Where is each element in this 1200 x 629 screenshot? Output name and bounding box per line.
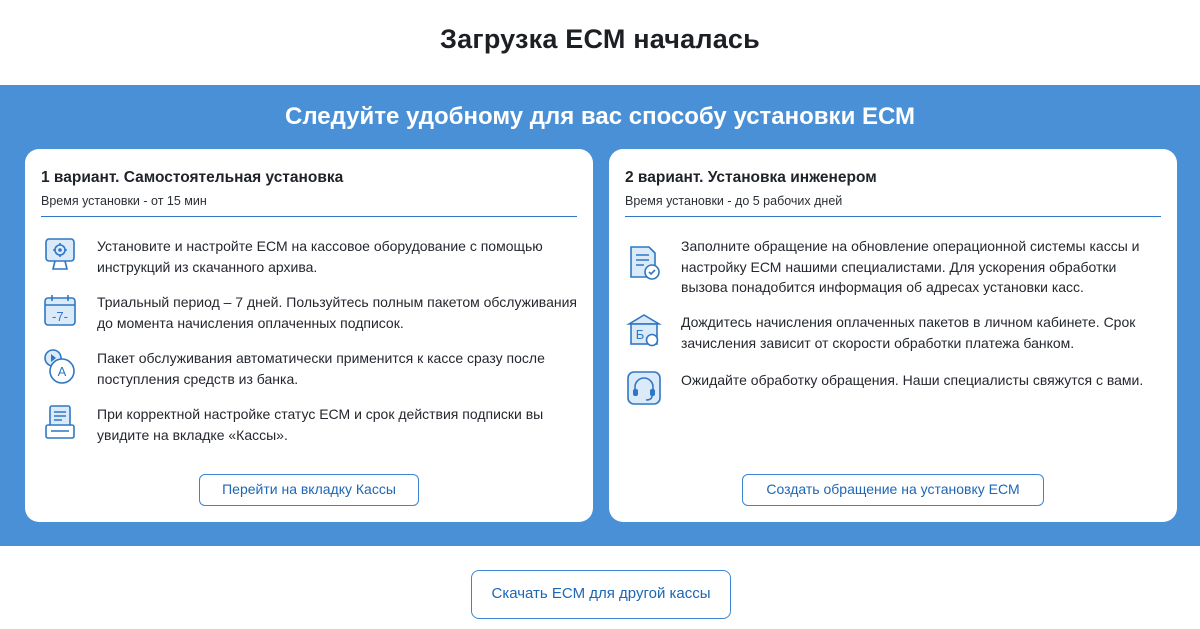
- headset-icon: [625, 369, 665, 409]
- step-text: Заполните обращение на обновление операционной системы кассы и настройку ЕСМ нашими специалистами. Для ускорения обработки вызова понадобится информация об адресах установки касс.: [681, 238, 1140, 295]
- svg-text:-7-: -7-: [52, 309, 68, 324]
- document-check-icon: [625, 243, 665, 283]
- step-text: Пакет обслуживания автоматически применится к кассе сразу после поступления средств из банка.: [97, 350, 545, 387]
- step-text: Триальный период – 7 дней. Пользуйтесь полным пакетом обслуживания до момента начисления оплаченных подписок.: [97, 294, 578, 331]
- step-text: Дождитесь начисления оплаченных пакетов в личном кабинете. Срок зачисления зависит от скорости обработки платежа банком.: [681, 314, 1136, 351]
- engineer-install-card: [609, 149, 1177, 522]
- bank-icon: [625, 311, 665, 351]
- step-text: При корректной настройке статус ЕСМ и срок действия подписки вы увидите на вкладке «Кассы».: [97, 406, 544, 443]
- list-item: [625, 233, 1161, 309]
- list-item: [625, 309, 1161, 367]
- card-subtitle: Время установки - от 15 мин: [41, 194, 207, 208]
- coin-a-icon: [41, 347, 81, 387]
- card-subtitle: Время установки - до 5 рабочих дней: [625, 194, 843, 208]
- divider: [41, 216, 577, 217]
- create-request-button[interactable]: Создать обращение на установку ЕСМ: [742, 474, 1044, 506]
- page-title: Загрузка ЕСМ началась: [440, 24, 760, 54]
- band-title: Следуйте удобному для вас способу установки ЕСМ: [285, 103, 915, 130]
- download-esm-button[interactable]: Скачать ЕСМ для другой кассы: [471, 570, 731, 619]
- list-item: [41, 401, 577, 457]
- svg-text:A: A: [57, 364, 67, 379]
- divider: [625, 216, 1161, 217]
- step-text: Ожидайте обработку обращения. Наши специалисты свяжутся с вами.: [681, 372, 1144, 388]
- calendar-7-icon: [41, 291, 81, 331]
- steps-list: [625, 233, 1161, 425]
- monitor-gear-icon: [41, 235, 81, 275]
- svg-text:Б: Б: [635, 327, 645, 342]
- steps-list: [41, 233, 577, 457]
- step-text: Установите и настройте ЕСМ на кассовое оборудование с помощью инструкций из скачанного архива.: [97, 238, 543, 275]
- list-item: [625, 367, 1161, 425]
- list-item: [41, 345, 577, 401]
- list-item: [41, 233, 577, 289]
- self-install-card: [25, 149, 593, 522]
- cash-register-icon: [41, 403, 81, 443]
- card-title: 2 вариант. Установка инженером: [625, 169, 877, 186]
- list-item: [41, 289, 577, 345]
- card-title: 1 вариант. Самостоятельная установка: [41, 169, 344, 186]
- go-to-registers-button[interactable]: Перейти на вкладку Кассы: [199, 474, 419, 506]
